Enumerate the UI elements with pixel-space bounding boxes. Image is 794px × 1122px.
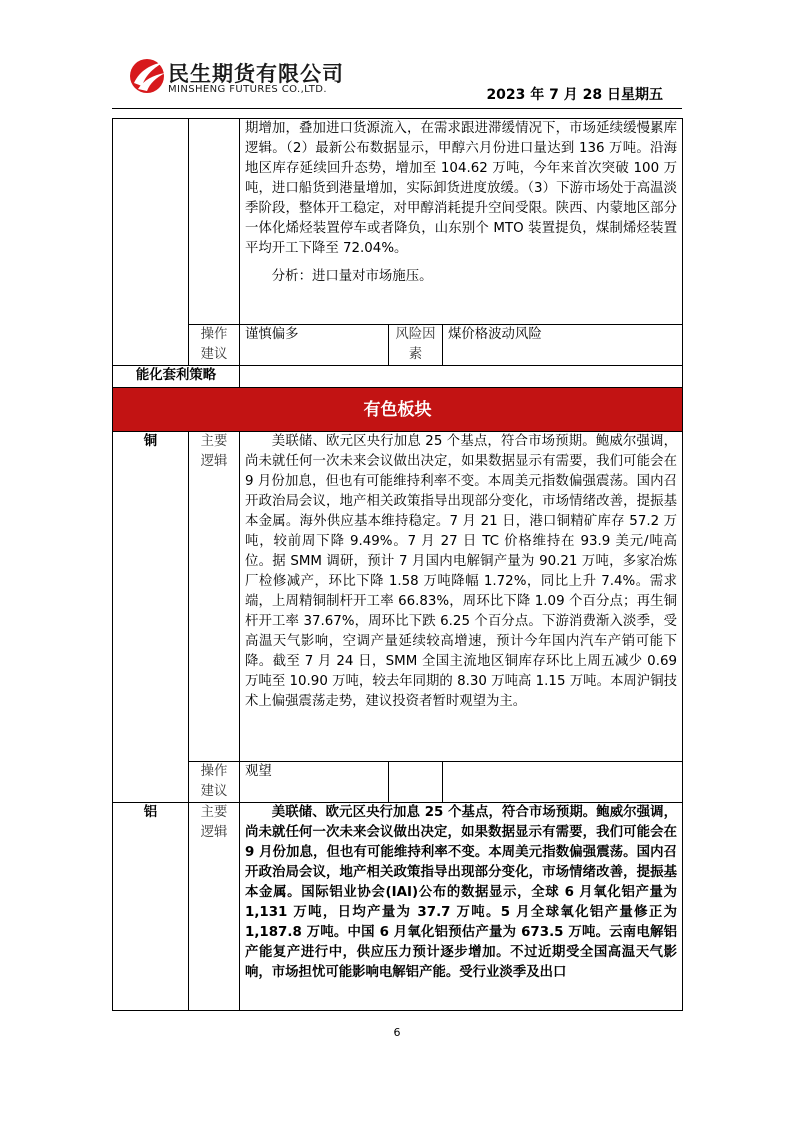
copper-logic-label: 主要逻辑 — [189, 432, 240, 762]
copper-op-empty-2 — [443, 762, 683, 803]
aluminum-logic-label: 主要逻辑 — [189, 803, 240, 1011]
copper-op-empty-1 — [389, 762, 443, 803]
company-name-cn: 民生期货有限公司 — [168, 62, 344, 86]
commodity-table — [112, 118, 683, 1011]
methanol-risk-value: 煤价格波动风险 — [443, 325, 683, 366]
energy-arbitrage-label: 能化套利策略 — [113, 366, 240, 388]
copper-logic-cell — [240, 432, 683, 762]
copper-operation-row — [113, 762, 683, 803]
methanol-operation-row — [113, 325, 683, 366]
copper-op-label: 操作建议 — [189, 762, 240, 803]
company-name-en: MINSHENG FUTURES CO.,LTD. — [168, 84, 327, 95]
aluminum-name: 铝 — [113, 803, 189, 1011]
copper-logic-row — [113, 432, 683, 762]
energy-arbitrage-row — [113, 366, 683, 388]
aluminum-logic-cell — [240, 803, 683, 1011]
aluminum-logic-row — [113, 803, 683, 1011]
copper-name: 铜 — [113, 432, 189, 803]
methanol-logic-cell — [240, 119, 683, 325]
copper-op-value: 观望 — [240, 762, 389, 803]
methanol-logic-label-cell — [189, 119, 240, 325]
company-logo — [128, 56, 368, 100]
nonferrous-section-row — [113, 388, 683, 432]
methanol-name-cell — [113, 119, 189, 366]
methanol-logic-row — [113, 119, 683, 325]
methanol-op-label: 操作建议 — [189, 325, 240, 366]
aluminum-logic-text: 美联储、欧元区央行加息 25 个基点，符合市场预期。鲍威尔强调，尚未就任何一次未来会议做出决定，如果数据显示有需要，我们可能会在 9 月份加息，但也有可能维持利率不变。本周美元指数偏强震荡。国内召开政治局会议，地产相关政策指导出现部分变化，市场情绪改善，提振基本金属。国际铝业协会(IAI)公布的数据显示，全球 6 月氧化铝产量为 1,131 万吨，日均产量为 37.7 万吨。5 月全球氧化铝产量修正为 1,187.8 万吨。中国 6 月氧化铝预估产量为 673.5 万吨。云南电解铝产能复产进行中，供应压力预计逐步增加。不过近期受全国高温天气影响，市场担忧可能影响电解铝产能。受行业淡季及出口 — [245, 805, 678, 980]
methanol-analysis-text: 分析：进口量对市场施压。 — [271, 269, 433, 284]
page-number: 6 — [393, 1026, 401, 1039]
nonferrous-section-title: 有色板块 — [113, 388, 683, 432]
minsheng-logo-icon — [128, 56, 166, 96]
methanol-logic-text: 期增加，叠加进口货源流入，在需求跟进滞缓情况下，市场延续缓慢累库逻辑。（2）最新公布数据显示，甲醇六月份进口量达到 136 万吨。沿海地区库存延续回升态势，增加至 104.62 万吨，今年来首次突破 100 万吨，进口船货到港量增加，实际卸货进度放缓。（3）下游市场处于高温淡季阶段，整体开工稳定，对甲醇消耗提升空间受限。陕西、内蒙地区部分一体化烯烃装置停车或者降负，山东别个 MTO 装置提负，煤制烯烃装置平均开工下降至 72.04%。 — [245, 121, 678, 256]
methanol-risk-label: 风险因素 — [389, 325, 443, 366]
report-date: 2023 年 7 月 28 日星期五 — [486, 87, 663, 103]
copper-logic-text: 美联储、欧元区央行加息 25 个基点，符合市场预期。鲍威尔强调，尚未就任何一次未来会议做出决定，如果数据显示有需要，我们可能会在 9 月份加息，但也有可能维持利率不变。本周美元指数偏强震荡。国内召开政治局会议，地产相关政策指导出现部分变化，市场情绪改善，提振基本金属。海外供应基本维持稳定。7 月 21 日，港口铜精矿库存 57.2 万吨，较前周下降 9.49%。7 月 27 日 TC 价格维持在 93.9 美元/吨高位。据 SMM 调研，预计 7 月国内电解铜产量为 90.21 万吨，多家冶炼厂检修减产，环比下降 1.58 万吨降幅 1.72%，同比上升 7.4%。需求端，上周精铜制杆开工率 66.83%，周环比下降 1.09 个百分点；再生铜杆开工率 37.67%，周环比下跌 6.25 个百分点。下游消费渐入淡季，受高温天气影响，空调产量延续较高增速，预计今年国内汽车产销可能下降。截至 7 月 24 日，SMM 全国主流地区铜库存环比上周五减少 0.69 万吨至 10.90 万吨，较去年同期的 8.30 万吨高 1.15 万吨。本周沪铜技术上偏强震荡走势，建议投资者暂时观望为主。 — [245, 434, 678, 709]
methanol-op-value: 谨慎偏多 — [240, 325, 389, 366]
energy-arbitrage-value — [240, 366, 683, 388]
header-divider — [112, 108, 682, 109]
